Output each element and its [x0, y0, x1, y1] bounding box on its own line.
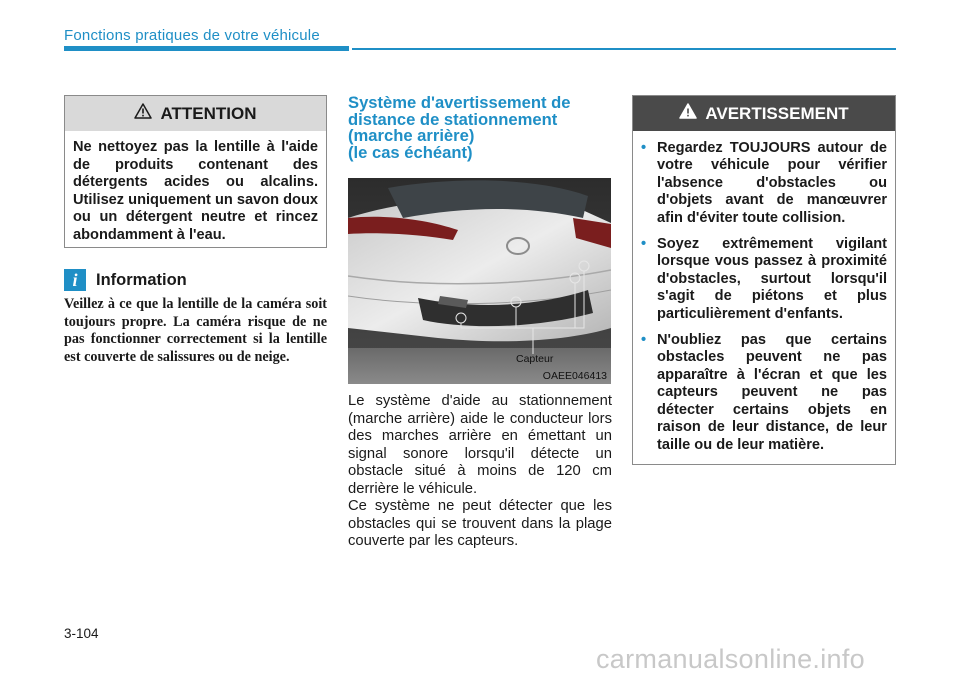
warning-box [632, 95, 896, 465]
warning-item [641, 236, 887, 323]
warning-item [641, 332, 887, 454]
warning-header [633, 96, 895, 131]
information-heading [64, 269, 187, 291]
attention-box [64, 95, 327, 248]
warning-item [641, 140, 887, 227]
header-rule-thick [64, 46, 349, 51]
bullet-icon: • [641, 332, 647, 349]
warning-title: AVERTISSEMENT [705, 103, 849, 123]
header-rule-thin [352, 48, 896, 50]
attention-header [65, 96, 326, 131]
page-section-title: Fonctions pratiques de votre véhicule [64, 27, 320, 44]
warning-item-text: N'oubliez pas que certains obstacles peuvent ne pas apparaître à l'écran et que les capteurs peuvent ne pas détecter certains objets en raison de leur distance, de leur taille ou de leur matière. [657, 332, 887, 453]
attention-text: Ne nettoyez pas la lentille à l'aide de produits contenant des détergents acides ou alcalins. Utilisez uniquement un savon doux ou un détergent neutre et rincez abondamment à l'eau. [73, 139, 318, 243]
section-title-line: distance de stationnement [348, 109, 558, 129]
warning-list [633, 131, 895, 454]
page-number: 3-104 [64, 626, 99, 641]
info-icon: i [64, 269, 86, 291]
warning-item-text: Soyez extrêmement vigilant lorsque vous passez à proximité d'obstacles, surtout lorsqu'il s'agit de piétons et plus particulièrement d'enfants. [657, 236, 887, 322]
bullet-icon: • [641, 236, 647, 253]
caution-triangle-icon [134, 103, 152, 124]
information-title: Information [96, 270, 187, 289]
rear-bumper-sensor-photo [348, 178, 611, 384]
information-text: Veillez à ce que la lentille de la caméra soit toujours propre. La caméra risque de ne pas fonctionner correctement si la lentille est couverte de salissures ou de neige. [64, 296, 327, 365]
photo-reference-code: OAEE046413 [542, 370, 607, 382]
attention-title: ATTENTION [160, 103, 257, 123]
watermark: carmanualsonline.info [596, 644, 865, 674]
section-title-line: (le cas échéant) [348, 142, 473, 162]
warning-item-text: Regardez TOUJOURS autour de votre véhicule pour vérifier l'absence d'obstacles ou d'objets avant de manœuvrer afin d'éviter toute collision. [657, 140, 887, 226]
bullet-icon: • [641, 140, 647, 156]
warning-triangle-icon [679, 103, 697, 124]
section-title-line: (marche arrière) [348, 126, 475, 145]
body-paragraph: Ce système ne peut détecter que les obstacles qui se trouvent dans la plage couverte par les capteurs. [348, 498, 612, 550]
section-title-line: Système d'avertissement de [348, 93, 571, 112]
sensor-callout-label: Capteur [516, 353, 554, 365]
car-rear-illustration [348, 178, 611, 384]
body-paragraph: Le système d'aide au stationnement (marche arrière) aide le conducteur lors des marches arrière en émettant un signal sonore lorsqu'il détecte un obstacle situé à moins de 120 cm derrière le véhicule. [348, 393, 612, 497]
section-title [348, 95, 610, 161]
